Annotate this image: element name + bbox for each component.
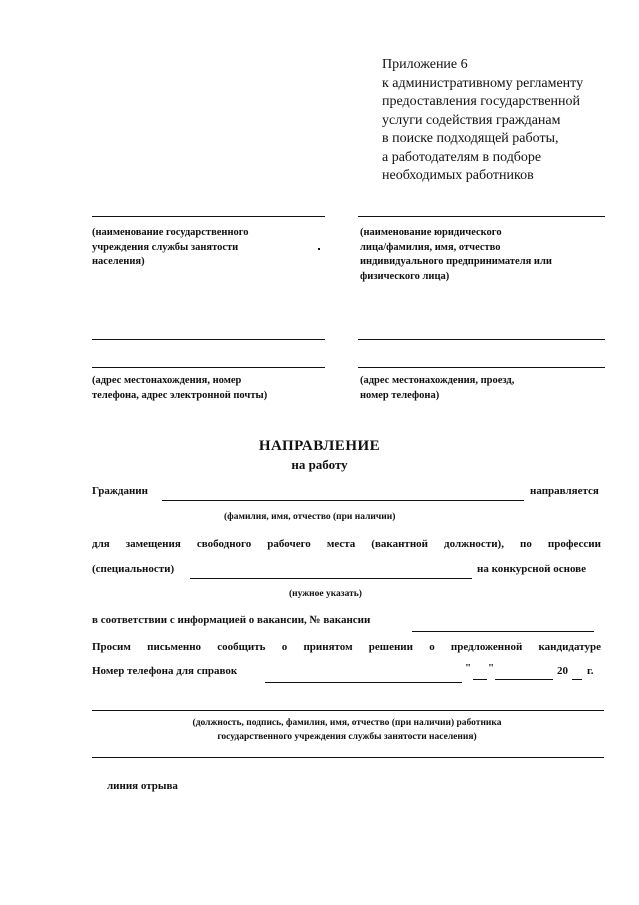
specify-caption: (нужное указать) (289, 589, 362, 599)
appendix-line: Приложение 6 (382, 57, 468, 72)
employer-address-caption: (адрес местонахождения, проезд, номер телефона) (360, 375, 515, 401)
citizen-label: Гражданин (92, 485, 148, 497)
appendix-line: предоставления государственной (382, 94, 581, 109)
date-quote-close: " (488, 662, 495, 674)
vacancy-info-label: в соответствии с информацией о вакансии, № вакансии (92, 614, 371, 626)
date-month-line[interactable] (495, 679, 553, 680)
specialty-line[interactable] (190, 578, 472, 579)
citizen-fio-line[interactable] (162, 500, 524, 501)
employer-address-line-1 (358, 339, 605, 340)
date-day-line[interactable] (473, 679, 487, 680)
phone-line[interactable] (265, 682, 462, 683)
appendix-line: к административному регламенту (382, 75, 584, 91)
document-subtitle: на работу (291, 457, 348, 472)
separator-line (92, 757, 604, 758)
year-prefix: 20 (557, 665, 568, 677)
signature-line[interactable] (92, 710, 604, 711)
date-quote-open: " (465, 662, 472, 674)
employment-service-name-caption: (наименование государственного учреждения службы занятости населения) (92, 227, 249, 267)
specialty-label: (специальности) (92, 563, 175, 575)
signature-caption: (должность, подпись, фамилия, имя, отчество (при наличии) работника государственного учреждения службы занятости населения) (192, 718, 502, 742)
year-suffix: г. (587, 665, 594, 677)
employer-name-caption: (наименование юридического лица/фамилия, имя, отчество индивидуального предпринимателя или физического лица) (360, 227, 552, 282)
appendix-line: услуги содействия гражданам (382, 112, 561, 128)
employer-address-line-2 (358, 367, 605, 368)
appendix-line: а работодателям в подборе (382, 149, 542, 165)
fio-caption: (фамилия, имя, отчество (при наличии) (224, 512, 396, 522)
employment-service-name-line (92, 216, 325, 217)
competitive-label: на конкурсной основе (477, 563, 586, 575)
date-year-line[interactable] (572, 679, 582, 680)
employment-service-address-line-1 (92, 339, 325, 340)
employment-service-address-line-2 (92, 367, 325, 368)
stray-dot (318, 248, 320, 250)
employer-name-line (358, 216, 605, 217)
vacancy-number-line[interactable] (412, 631, 594, 632)
appendix-line: необходимых работников (382, 168, 534, 183)
vacancy-sentence: для замещения свободного рабочего места (вакантной должности), по профессии (92, 538, 601, 550)
request-sentence: Просим письменно сообщить о принятом решении о предложенной кандидатуре (92, 641, 601, 653)
tear-line-label: линия отрыва (107, 780, 178, 792)
appendix-header (382, 56, 583, 186)
directed-label: направляется (530, 485, 599, 497)
employment-service-address-caption: (адрес местонахождения, номер телефона, адрес электронной почты) (92, 375, 268, 401)
appendix-line: в поиске подходящей работы, (382, 131, 559, 146)
phone-label: Номер телефона для справок (92, 665, 238, 677)
document-title: НАПРАВЛЕНИЕ (258, 438, 381, 454)
